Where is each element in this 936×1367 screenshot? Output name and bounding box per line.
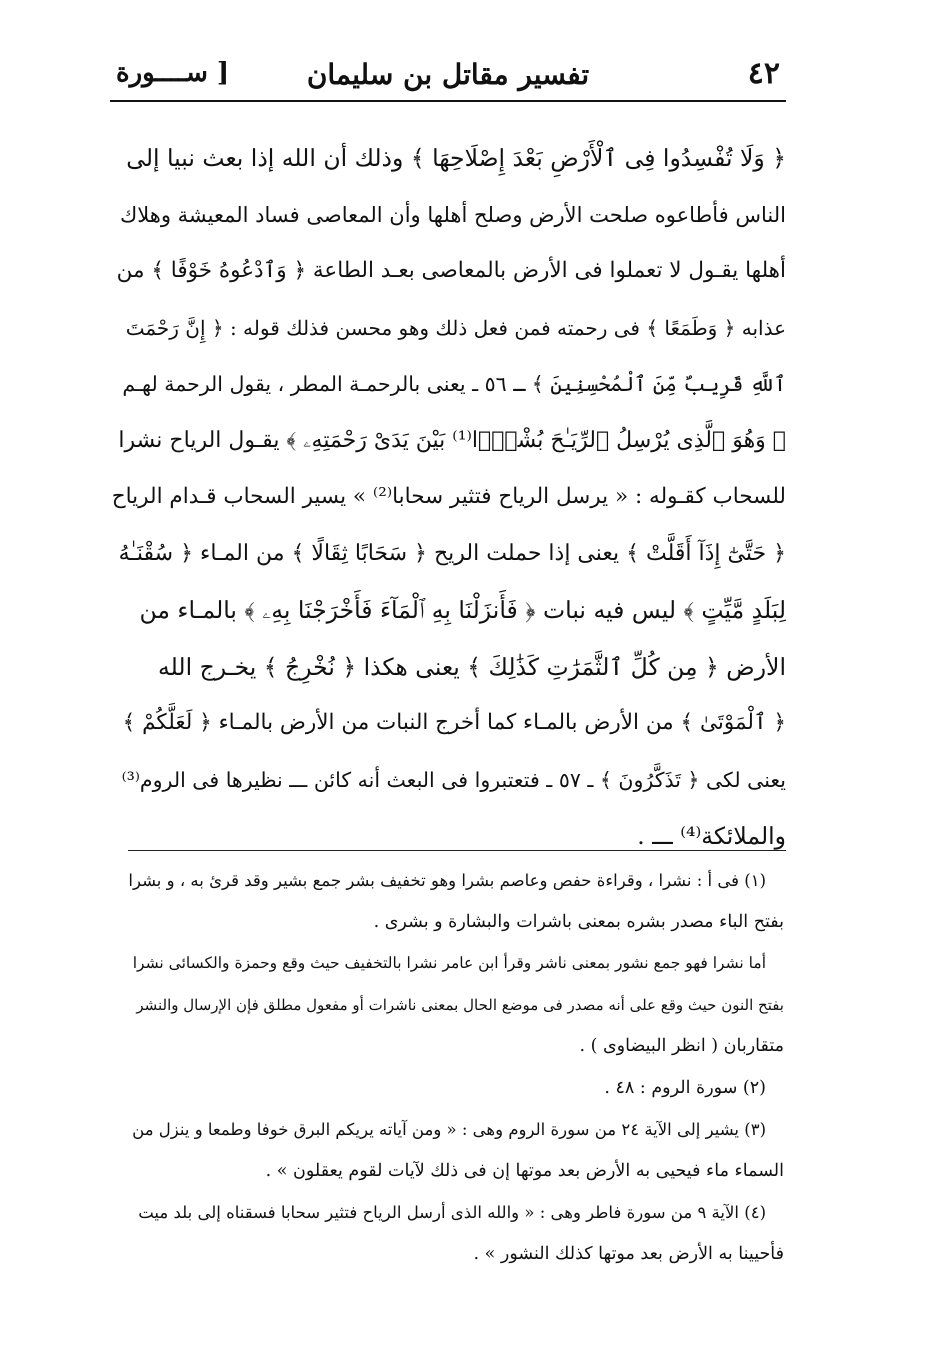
- text-line: عذابه ﴿ وَطَمَعًا ﴾ فى رحمته فمن فعل ذلك وهو محسن فذلك قوله : ﴿ إِنَّ رَحْمَتَ: [125, 315, 786, 340]
- footnote-line: (٣) يشير إلى الآية ٢٤ من سورة الروم وهى : « ومن آياته يريكم البرق خوفا وطمعا و ينزل من: [132, 1120, 766, 1139]
- text-line: ﴿ ٱلْمَوْتَىٰ ﴾ من الأرض بالمـاء كما أخرج النبات من الأرض بالمـاء ﴿ لَعَلَّكُمْ ﴾: [122, 710, 786, 735]
- footnote-line: (٤) الآية ٩ من سورة فاطر وهى : « والله الذى أرسل الرياح فتثير سحابا فسقناه إلى بلد ميت: [138, 1203, 766, 1222]
- footnote-divider: [128, 850, 786, 851]
- surah-label: [ ســــورة: [116, 58, 230, 88]
- text-line: ﴿ وَلَا تُفْسِدُوا فِى ٱلْأَرْضِ بَعْدَ إِصْلَاحِهَا ﴾ وذلك أن الله إذا بعث نبيا إلى: [126, 144, 786, 172]
- page-header: [110, 52, 786, 102]
- footnote-line: بفتح النون حيث وقع على أنه مصدر فى موضع الحال بمعنى ناشرات أو مفعول مطلق فإن الإرسال والنشر: [136, 995, 784, 1014]
- footnote-line: أما نشرا فهو جمع نشور بمعنى ناشر وقرأ ابن عامر نشرا بالتخفيف حيث وقع وحمزة والكسائى نشرا: [132, 954, 766, 972]
- footnote-line: بفتح الباء مصدر بشره بمعنى باشرات والبشارة و بشرى .: [373, 911, 784, 932]
- footnote-line: السماء ماء فيحيى به الأرض بعد موتها إن فى ذلك لآيات لقوم يعقلون » .: [265, 1160, 784, 1181]
- text-line: لِبَلَدٍ مَّيِّتٍ ﴾ ليس فيه نبات ﴿ فَأَنزَلْنَا بِهِ ٱلْمَآءَ فَأَخْرَجْنَا بِهِۦ ﴾ بالمـاء من: [139, 596, 786, 624]
- page-number: ٤٢: [747, 56, 780, 91]
- text-line: ﴿ وَهُوَ ٱلَّذِى يُرْسِلُ ٱلرِّيَـٰحَ بُشْرًۢا⁽¹⁾ بَيْنَ يَدَىْ رَحْمَتِهِۦ ﴾ يقـول الرياح نشرا: [118, 427, 786, 453]
- footnote-line: (٢) سورة الروم : ٤٨ .: [604, 1077, 766, 1098]
- header-divider: [110, 100, 786, 102]
- book-title: تفسير مقاتل بن سليمان: [306, 58, 590, 91]
- text-line: الناس فأطاعوه صلحت الأرض وصلح أهلها وأن المعاصى فساد المعيشة وهلاك: [119, 202, 786, 227]
- footnote-line: متقاربان ( انظر البيضاوى ) .: [579, 1036, 784, 1056]
- footnote-line: (١) فى أ : نشرا ، وقراءة حفص وعاصم بشرا وهو تخفيف بشر جمع بشير وقد قرئ به ، و بشرا: [128, 871, 766, 890]
- footnote-line: فأحيينا به الأرض بعد موتها كذلك النشور » .: [473, 1243, 784, 1264]
- text-line: الأرض ﴿ مِن كُلِّ ٱلثَّمَرَٰتِ كَذَٰلِكَ ﴾ يعنى هكذا ﴿ نُخْرِجُ ﴾ يخـرج الله: [158, 652, 786, 681]
- text-line: يعنى لكى ﴿ تَذَكَّرُونَ ﴾ ـ ٥٧ ـ فتعتبروا فى البعث أنه كائن ـــ نظيرها فى الروم⁽³⁾: [121, 767, 786, 792]
- footnotes: [120, 860, 784, 1275]
- main-text: [112, 130, 786, 865]
- text-line: والملائكة⁽⁴⁾ ـــ .: [637, 822, 786, 850]
- text-line: ٱللَّهِ قَرِيبٌ مِّنَ ٱلْمُحْسِنِينَ ﴾ ـ ٥٦ ـ يعنى بالرحمـة المطر ، يقول الرحمة لهـم: [122, 372, 786, 396]
- text-line: ﴿ حَتَّىٰٓ إِذَآ أَقَلَّتْ ﴾ يعنى إذا حملت الريح ﴿ سَحَابًا ثِقَالًا ﴾ من المـاء ﴿ سُقْنَـٰهُ: [118, 540, 786, 566]
- text-line: أهلها يقـول لا تعملوا فى الأرض بالمعاصى بعـد الطاعة ﴿ وَٱدْعُوهُ خَوْفًا ﴾ من: [116, 258, 786, 283]
- text-line: للسحاب كقـوله : « يرسل الرياح فتثير سحابا⁽²⁾ » يسير السحاب قـدام الرياح: [112, 484, 786, 509]
